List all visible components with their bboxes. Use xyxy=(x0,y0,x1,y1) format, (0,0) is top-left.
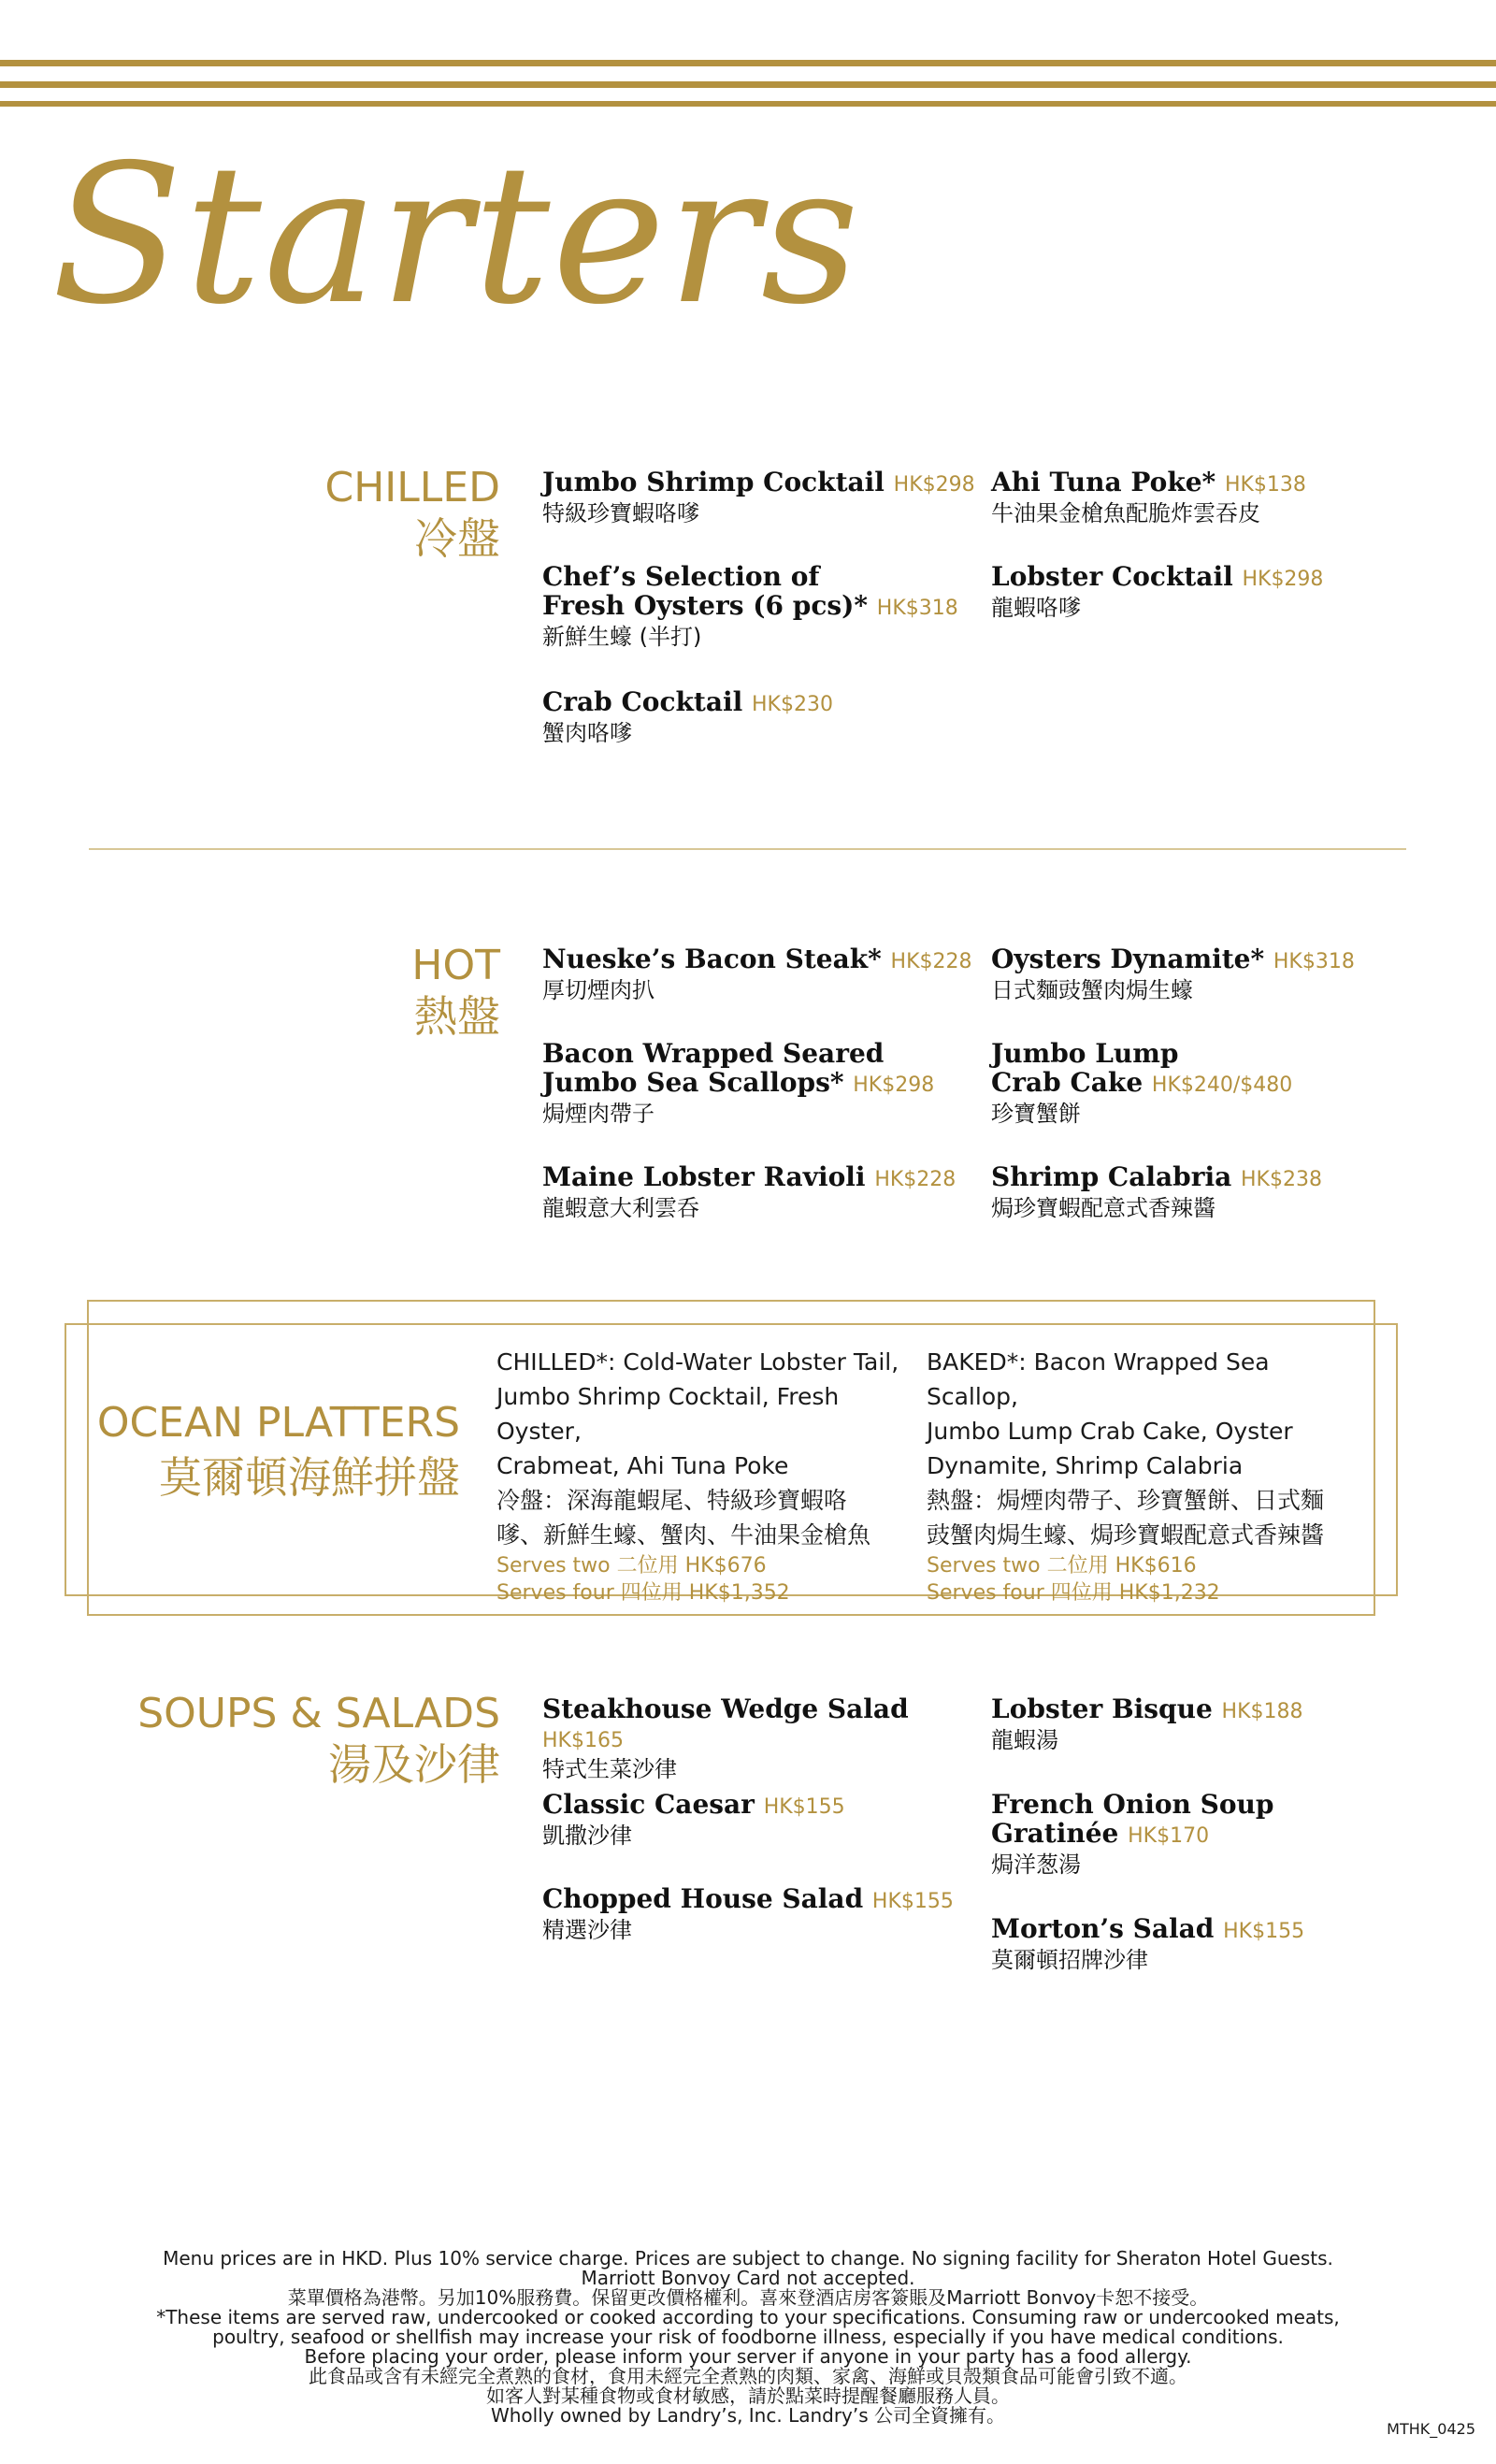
item-name: Fresh Oysters (6 pcs)* xyxy=(542,590,869,621)
platter-line: 冷盤：深海龍蝦尾、特級珍寶蝦咯 xyxy=(496,1487,848,1514)
item-name-line1: French Onion Soup xyxy=(991,1789,1274,1820)
item-price: HK$298 xyxy=(893,473,975,497)
section-divider xyxy=(89,848,1406,850)
footer-line: Menu prices are in HKD. Plus 10% service charge. Prices are subject to change. No signing facility for Sheraton Hotel Guests. xyxy=(163,2247,1333,2269)
platter-chilled xyxy=(496,1345,927,1607)
menu-item xyxy=(991,468,1431,528)
menu-item xyxy=(991,1162,1431,1223)
menu-item xyxy=(991,944,1431,1005)
menu-item xyxy=(542,687,982,748)
platter-line: Dynamite, Shrimp Calabria xyxy=(927,1452,1244,1479)
platter-line: 嗲、新鮮生蠔、蟹肉、牛油果金槍魚 xyxy=(496,1521,871,1549)
menu-item xyxy=(991,1694,1431,1755)
item-price: HK$188 xyxy=(1221,1700,1303,1723)
menu-item xyxy=(991,562,1431,623)
platter-line: Jumbo Shrimp Cocktail, Fresh Oyster, xyxy=(496,1383,840,1445)
item-price: HK$228 xyxy=(890,950,972,973)
item-name-zh: 凱撒沙律 xyxy=(542,1823,632,1849)
platter-baked xyxy=(927,1345,1357,1607)
item-price: HK$228 xyxy=(874,1168,957,1191)
section-title-platters xyxy=(97,1396,460,1505)
item-name-zh: 焗洋葱湯 xyxy=(991,1852,1081,1878)
footer-line: Before placing your order, please inform your server if anyone in your party has a food allergy. xyxy=(304,2345,1192,2368)
item-name: Jumbo Sea Scallops* xyxy=(542,1067,844,1098)
item-name-zh: 日式麵豉蟹肉焗生蠔 xyxy=(991,977,1193,1003)
section-title-en: SOUPS & SALADS xyxy=(137,1690,500,1737)
item-name: Crab Cocktail xyxy=(542,686,743,717)
item-name: Nueske’s Bacon Steak* xyxy=(542,944,882,974)
footer-line: Marriott Bonvoy Card not accepted. xyxy=(581,2267,915,2289)
platter-serves-two: Serves two 二位用 HK$676 xyxy=(496,1554,767,1578)
top-rule-3 xyxy=(0,101,1496,107)
item-name-zh: 特式生菜沙律 xyxy=(542,1756,677,1782)
item-price: HK$298 xyxy=(853,1073,935,1097)
item-name: Morton’s Salad xyxy=(991,1913,1215,1944)
item-name-zh: 精選沙律 xyxy=(542,1917,632,1943)
footer-line: poultry, seafood or shellfish may increase your risk of foodborne illness, especially if you have medical conditions. xyxy=(212,2326,1284,2348)
section-title-hot xyxy=(411,941,500,1042)
item-name-zh: 焗煙肉帶子 xyxy=(542,1101,654,1127)
section-title-en: OCEAN PLATTERS xyxy=(96,1399,460,1447)
item-price: HK$155 xyxy=(1223,1920,1305,1943)
menu-item xyxy=(991,1914,1431,1975)
section-title-zh: 湯及沙律 xyxy=(328,1739,500,1790)
item-price: HK$165 xyxy=(542,1729,624,1752)
item-price: HK$318 xyxy=(876,597,958,620)
platter-line: CHILLED*: Cold-Water Lobster Tail, xyxy=(496,1348,899,1376)
item-name: Gratinée xyxy=(991,1818,1119,1849)
item-price: HK$155 xyxy=(763,1795,845,1819)
footer-line: Wholly owned by Landry’s, Inc. Landry’s 公司全資擁有。 xyxy=(490,2404,1006,2427)
item-name: Crab Cake xyxy=(991,1067,1144,1098)
footer-line: 此食品或含有未經完全煮熟的食材，食用未經完全煮熟的肉類、家禽、海鮮或貝殼類食品可能會引致不適。 xyxy=(309,2365,1187,2387)
section-title-soups xyxy=(137,1689,500,1790)
footer-line: 如客人對某種食物或食材敏感，請於點菜時提醒餐廳服務人員。 xyxy=(486,2385,1010,2407)
menu-item xyxy=(542,1162,982,1223)
item-name: Lobster Cocktail xyxy=(991,561,1233,592)
platter-serves-four: Serves four 四位用 HK$1,352 xyxy=(496,1581,790,1605)
menu-item xyxy=(542,1039,982,1129)
menu-item xyxy=(542,1884,982,1945)
item-name: Steakhouse Wedge Salad xyxy=(542,1693,909,1724)
page-title: Starters xyxy=(51,124,861,347)
menu-item xyxy=(542,944,982,1005)
item-price: HK$240/$480 xyxy=(1151,1073,1293,1097)
item-price: HK$238 xyxy=(1241,1168,1322,1191)
section-title-zh: 熱盤 xyxy=(414,991,500,1042)
platter-line: BAKED*: Bacon Wrapped Sea Scallop, xyxy=(927,1348,1270,1410)
item-name-zh: 新鮮生蠔 (半打) xyxy=(542,624,702,650)
item-name: Ahi Tuna Poke* xyxy=(991,467,1216,497)
platter-line: 豉蟹肉焗生蠔、焗珍寶蝦配意式香辣醬 xyxy=(927,1521,1325,1549)
item-name-zh: 龍蝦意大利雲呑 xyxy=(542,1195,699,1221)
item-name: Lobster Bisque xyxy=(991,1693,1213,1724)
menu-item xyxy=(542,1790,982,1851)
item-price: HK$170 xyxy=(1128,1824,1210,1848)
item-price: HK$230 xyxy=(752,693,833,716)
item-name-line1: Bacon Wrapped Seared xyxy=(542,1038,885,1069)
item-name: Classic Caesar xyxy=(542,1789,755,1820)
item-name-zh: 珍寶蟹餅 xyxy=(991,1101,1081,1127)
platter-line: Jumbo Lump Crab Cake, Oyster xyxy=(927,1418,1293,1445)
item-name-zh: 牛油果金槍魚配脆炸雲吞皮 xyxy=(991,500,1260,526)
platter-line: 熱盤：焗煙肉帶子、珍寶蟹餅、日式麵 xyxy=(927,1487,1325,1514)
menu-code: MTHK_0425 xyxy=(1387,2420,1475,2438)
item-name-line1: Jumbo Lump xyxy=(991,1038,1179,1069)
item-price: HK$318 xyxy=(1273,950,1355,973)
section-title-en: CHILLED xyxy=(324,464,500,512)
footer-notes xyxy=(140,2249,1356,2426)
platter-serves-two: Serves two 二位用 HK$616 xyxy=(927,1554,1197,1578)
top-rule-2 xyxy=(0,81,1496,88)
item-name-zh: 蟹肉咯嗲 xyxy=(542,720,632,746)
footer-line: 菜單價格為港幣。另加10%服務費。保留更改價格權利。喜來登酒店房客簽賬及Marriott Bonvoy卡恕不接受。 xyxy=(287,2286,1209,2309)
item-name: Shrimp Calabria xyxy=(991,1161,1232,1192)
item-name: Maine Lobster Ravioli xyxy=(542,1161,866,1192)
platter-serves-four: Serves four 四位用 HK$1,232 xyxy=(927,1581,1220,1605)
item-name: Chopped House Salad xyxy=(542,1883,864,1914)
item-name-zh: 莫爾頓招牌沙律 xyxy=(991,1947,1148,1973)
menu-item xyxy=(991,1790,1431,1880)
menu-item xyxy=(542,562,982,652)
platter-line: Crabmeat, Ahi Tuna Poke xyxy=(496,1452,789,1479)
menu-item xyxy=(542,1694,982,1784)
section-title-zh: 莫爾頓海鮮拼盤 xyxy=(159,1452,460,1503)
menu-item xyxy=(991,1039,1431,1129)
item-name: Jumbo Shrimp Cocktail xyxy=(542,467,885,497)
menu-item xyxy=(542,468,982,528)
footer-line: *These items are served raw, undercooked or cooked according to your specifications. Consuming raw or undercooked meats, xyxy=(156,2306,1340,2328)
item-name-zh: 龍蝦湯 xyxy=(991,1727,1058,1753)
item-name-zh: 龍蝦咯嗲 xyxy=(991,595,1081,621)
section-title-en: HOT xyxy=(411,942,500,989)
item-name-zh: 厚切煙肉扒 xyxy=(542,977,654,1003)
top-rule-1 xyxy=(0,60,1496,66)
item-name: Oysters Dynamite* xyxy=(991,944,1265,974)
section-title-chilled xyxy=(325,463,501,564)
item-price: HK$138 xyxy=(1224,473,1306,497)
item-price: HK$155 xyxy=(871,1890,954,1913)
item-price: HK$298 xyxy=(1242,568,1324,591)
section-title-zh: 冷盤 xyxy=(414,513,500,564)
item-name-zh: 焗珍寶蝦配意式香辣醬 xyxy=(991,1195,1216,1221)
item-name-line1: Chef’s Selection of xyxy=(542,561,820,592)
item-name-zh: 特級珍寶蝦咯嗲 xyxy=(542,500,699,526)
